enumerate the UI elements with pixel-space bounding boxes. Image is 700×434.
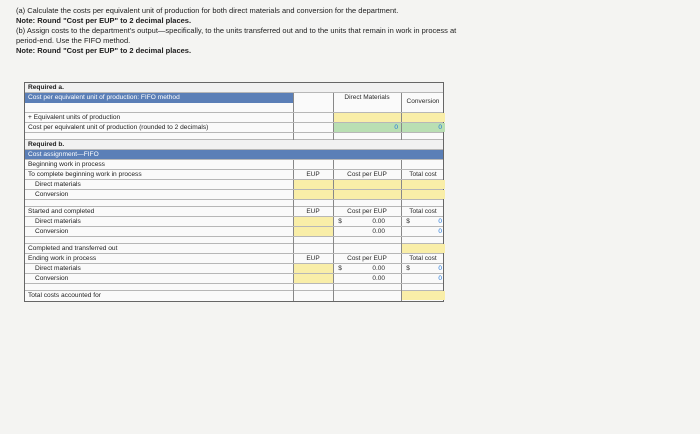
- cost-per-eup-label: Cost per equivalent unit of production (rounded to 2 decimals): [28, 124, 209, 131]
- eup-header: EUP: [306, 255, 320, 262]
- worksheet: [24, 82, 444, 302]
- bwip-conv-cost-input[interactable]: [334, 190, 401, 199]
- ewip-conv-cost: 0.00: [372, 275, 385, 282]
- cost-per-eup-header: Cost per EUP: [347, 171, 387, 178]
- started-dm-label: Direct materials: [35, 218, 81, 225]
- conv-col-header: Conversion: [406, 98, 440, 105]
- ewip-label: Ending work in process: [28, 255, 97, 262]
- started-dm-cost: 0.00: [372, 218, 385, 225]
- started-row: [25, 207, 443, 217]
- bwip-conv-label: Conversion: [35, 191, 69, 198]
- total-costs-label: Total costs accounted for: [28, 292, 101, 299]
- started-conv-eup-input[interactable]: [294, 227, 333, 236]
- cost-per-eup-header: Cost per EUP: [347, 255, 387, 262]
- ewip-dm-label: Direct materials: [35, 265, 81, 272]
- ewip-dm-row: [25, 264, 443, 274]
- note-a: Note: Round "Cost per EUP" to 2 decimal places.: [16, 16, 192, 25]
- instructions: [16, 6, 686, 56]
- note-b: Note: Round "Cost per EUP" to 2 decimal places.: [16, 46, 192, 55]
- dollar-sign: $: [406, 265, 410, 272]
- bwip-dm-total-input[interactable]: [402, 180, 445, 189]
- dm-eup-input[interactable]: [334, 113, 401, 122]
- instruction-b-cont: period-end. Use the FIFO method.: [16, 36, 131, 45]
- bwip-conv-row: [25, 190, 443, 200]
- total-costs-input[interactable]: [402, 291, 445, 300]
- complete-bwip-row: [25, 170, 443, 180]
- part-b-title: Cost assignment—FIFO: [28, 151, 99, 158]
- bwip-dm-label: Direct materials: [35, 181, 81, 188]
- started-dm-row: [25, 217, 443, 227]
- spacer: [25, 133, 443, 140]
- ewip-dm-total: 0: [438, 265, 442, 272]
- eup-header: EUP: [306, 208, 320, 215]
- started-conv-row: [25, 227, 443, 237]
- conv-cost-value: 0: [438, 124, 442, 131]
- bwip-label: Beginning work in process: [28, 161, 105, 168]
- required-a-label: Required a.: [28, 84, 64, 91]
- total-cost-header: Total cost: [409, 171, 437, 178]
- instruction-b: (b) Assign costs to the department's output—specifically, to the units transferred out and to the units that remain in work in process at: [16, 26, 457, 35]
- total-cost-header: Total cost: [409, 255, 437, 262]
- ewip-row: [25, 254, 443, 264]
- spacer: [25, 237, 443, 244]
- dollar-sign: $: [338, 218, 342, 225]
- spacer: [25, 200, 443, 207]
- started-conv-total: 0: [438, 228, 442, 235]
- ewip-conv-row: [25, 274, 443, 284]
- bwip-dm-eup-input[interactable]: [294, 180, 333, 189]
- bwip-conv-eup-input[interactable]: [294, 190, 333, 199]
- required-a-label-row: [25, 83, 443, 93]
- completed-out-total-input[interactable]: [402, 244, 445, 253]
- part-b-title-row: [25, 150, 443, 160]
- started-label: Started and completed: [28, 208, 95, 215]
- required-b-label: Required b.: [28, 141, 65, 148]
- completed-out-row: [25, 244, 443, 254]
- ewip-dm-eup-input[interactable]: [294, 264, 333, 273]
- eup-header: EUP: [306, 171, 320, 178]
- spacer: [25, 284, 443, 291]
- dm-cost-value: 0: [394, 124, 398, 131]
- total-cost-header: Total cost: [409, 208, 437, 215]
- bwip-conv-total-input[interactable]: [402, 190, 445, 199]
- cost-per-eup-header: Cost per EUP: [347, 208, 387, 215]
- started-dm-total: 0: [438, 218, 442, 225]
- part-a-title: Cost per equivalent unit of production: FIFO method: [25, 93, 293, 103]
- started-conv-cost: 0.00: [372, 228, 385, 235]
- bwip-dm-cost-input[interactable]: [334, 180, 401, 189]
- cost-per-eup-row: [25, 123, 443, 133]
- ewip-conv-label: Conversion: [35, 275, 69, 282]
- dollar-sign: $: [406, 218, 410, 225]
- dm-col-header: Direct Materials: [344, 94, 390, 101]
- ewip-conv-eup-input[interactable]: [294, 274, 333, 283]
- required-b-label-row: [25, 140, 443, 150]
- completed-out-label: Completed and transferred out: [28, 245, 118, 252]
- conv-eup-input[interactable]: [402, 113, 445, 122]
- total-costs-row: [25, 291, 443, 301]
- started-conv-label: Conversion: [35, 228, 69, 235]
- ewip-dm-cost: 0.00: [372, 265, 385, 272]
- started-dm-eup-input[interactable]: [294, 217, 333, 226]
- complete-bwip-label: To complete beginning work in process: [28, 171, 142, 178]
- dollar-sign: $: [338, 265, 342, 272]
- bwip-row: [25, 160, 443, 170]
- ewip-conv-total: 0: [438, 275, 442, 282]
- bwip-dm-row: [25, 180, 443, 190]
- instruction-a: (a) Calculate the costs per equivalent unit of production for both direct materials and conversion for the department.: [16, 6, 399, 15]
- part-a-header-row: [25, 93, 443, 113]
- eup-label: + Equivalent units of production: [28, 114, 121, 121]
- eup-row: [25, 113, 443, 123]
